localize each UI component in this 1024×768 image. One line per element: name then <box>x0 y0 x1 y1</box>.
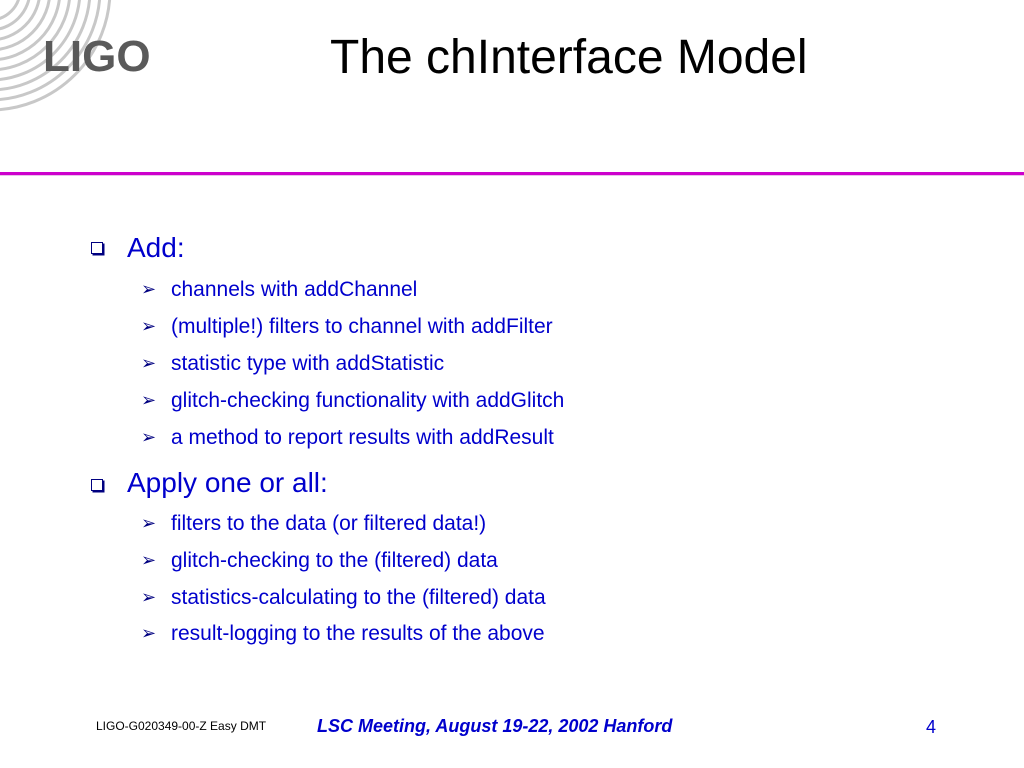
arrow-bullet-icon: ➢ <box>141 390 157 411</box>
subitem-text: channels with addChannel <box>171 278 418 301</box>
arrow-bullet-icon: ➢ <box>141 513 157 534</box>
slide-title: The chInterface Model <box>330 31 808 84</box>
arrow-bullet-icon: ➢ <box>141 623 157 644</box>
subitem-text: glitch-checking functionality with addGlitch <box>171 389 565 412</box>
subitem-text: statistic type with addStatistic <box>171 352 445 375</box>
ligo-logo-text: LIGO <box>43 32 151 81</box>
ligo-logo <box>0 0 170 115</box>
arrow-bullet-icon: ➢ <box>141 587 157 608</box>
subitem-text: statistics-calculating to the (filtered) data <box>171 586 546 609</box>
footer-page-number: 4 <box>926 717 937 737</box>
hollow-square-bullet-icon <box>91 242 103 254</box>
subitem-text: filters to the data (or filtered data!) <box>171 512 487 535</box>
bullet-apply: Apply one or all: <box>127 467 328 498</box>
footer-doc-id: LIGO-G020349-00-Z Easy DMT <box>96 719 267 733</box>
hollow-square-bullet-icon <box>91 479 103 491</box>
arrow-bullet-icon: ➢ <box>141 316 157 337</box>
arrow-bullet-icon: ➢ <box>141 550 157 571</box>
subitem-text: (multiple!) filters to channel with addFilter <box>171 315 553 338</box>
arrow-bullet-icon: ➢ <box>141 353 157 374</box>
arrow-bullet-icon: ➢ <box>141 427 157 448</box>
subitem-text: a method to report results with addResult <box>171 426 554 449</box>
subitem-text: glitch-checking to the (filtered) data <box>171 549 498 572</box>
bullet-add: Add: <box>127 232 185 263</box>
title-divider-shadow <box>0 175 1024 176</box>
footer-meeting: LSC Meeting, August 19-22, 2002 Hanford <box>317 716 673 736</box>
subitem-text: result-logging to the results of the above <box>171 622 545 645</box>
arrow-bullet-icon: ➢ <box>141 279 157 300</box>
